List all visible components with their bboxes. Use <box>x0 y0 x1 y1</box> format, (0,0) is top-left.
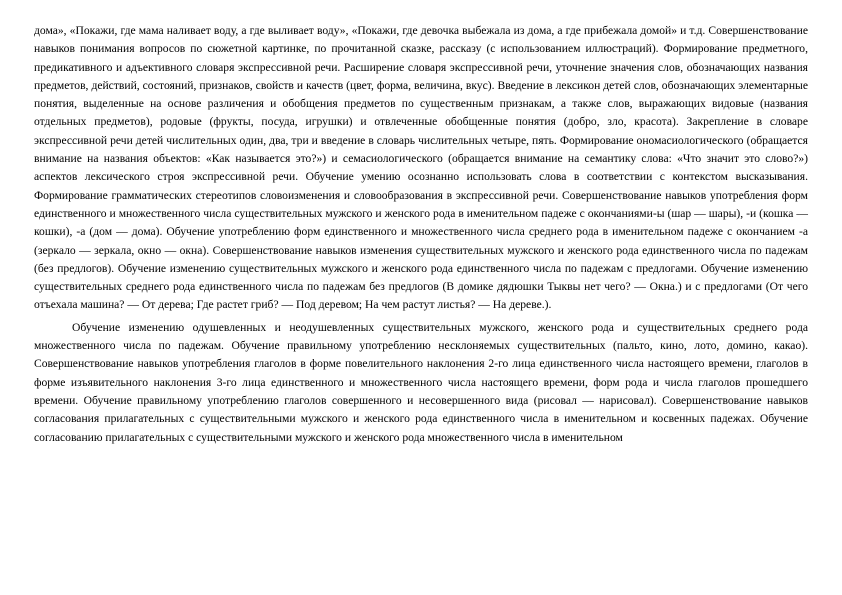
paragraph-2: Обучение изменению одушевленных и неодушевленных существительных мужского, женского рода и существительных среднего рода множественного числа по падежам. Обучение правильному употреблению несклоняемых существительных (пальто, кино, лото, домино, какао). Совершенствование навыков употребления глаголов в форме повелительного наклонения 2-го лица единственного числа настоящего времени, глаголов в форме изъявительного наклонения 3-го лица единственного и множественного числа настоящего времени, форм рода и числа глаголов прошедшего времени. Обучение правильному употреблению глаголов совершенного и несовершенного вида (рисовал — нарисовал). Совершенствование навыков согласования прилагательных с существительными мужского и женского рода единственного числа в именительном и косвенных падежах. Обучение согласованию прилагательных с существительными мужского и женского рода множественного числа в именительном <box>34 320 808 444</box>
document-page <box>34 22 808 447</box>
paragraph-1: дома», «Покажи, где мама наливает воду, а где выливает воду», «Покажи, где девочка выбежала из дома, а где прибежала домой» и т.д. Совершенствование навыков понимания вопросов по сюжетной картинке, по прочитанной сказке, рассказу (с использованием иллюстраций). Формирование предметного, предикативного и адъективного словаря экспрессивной речи. Расширение словаря экспрессивной речи, уточнение значения слов, обозначающих названия предметов, действий, состояний, признаков, свойств и качеств (цвет, форма, величина, вкус). Введение в лексикон детей слов, обозначающих элементарные понятия, выделенные на основе различения и обобщения предметов по существенным признакам, а также слов, выражающих видовые (названия отдельных предметов), родовые (фрукты, посуда, игрушки) и отвлеченные обобщенные понятия (добро, зло, красота). Закрепление в словаре экспрессивной речи детей числительных один, два, три и введение в словарь числительных четыре, пять. Формирование ономасиологического (обращается внимание на названия объектов: «Как называется это?») и семасиологического (обращается внимание на семантику слова: «Что значит это слово?») аспектов лексического строя экспрессивной речи. Обучение умению осознанно использовать слова в соответствии с контекстом высказывания. Формирование грамматических стереотипов словоизменения и словообразования в экспрессивной речи. Совершенствование навыков употребления форм единственного и множественного числа существительных мужского и женского рода в именительном падеже с окончаниями-ы (шар — шары), -и (кошка — кошки), -а (дом — дома). Обучение употреблению форм единственного и множественного числа среднего рода в именительном падеже с окончанием -а (зеркало — зеркала, окно — окна). Совершенствование навыков изменения существительных мужского и женского рода единственного числа по падежам (без предлогов). Обучение изменению существительных мужского и женского рода единственного числа по падежам с предлогами. Обучение изменению существительных среднего рода единственного числа по падежам без предлогов (В домике дядюшки Тыквы нет чего? — Окна.) и с предлогами (От чего отъехала машина? — От дерева; Где растет гриб? — Под деревом; На чем растут листья? — На дереве.). <box>34 24 808 312</box>
